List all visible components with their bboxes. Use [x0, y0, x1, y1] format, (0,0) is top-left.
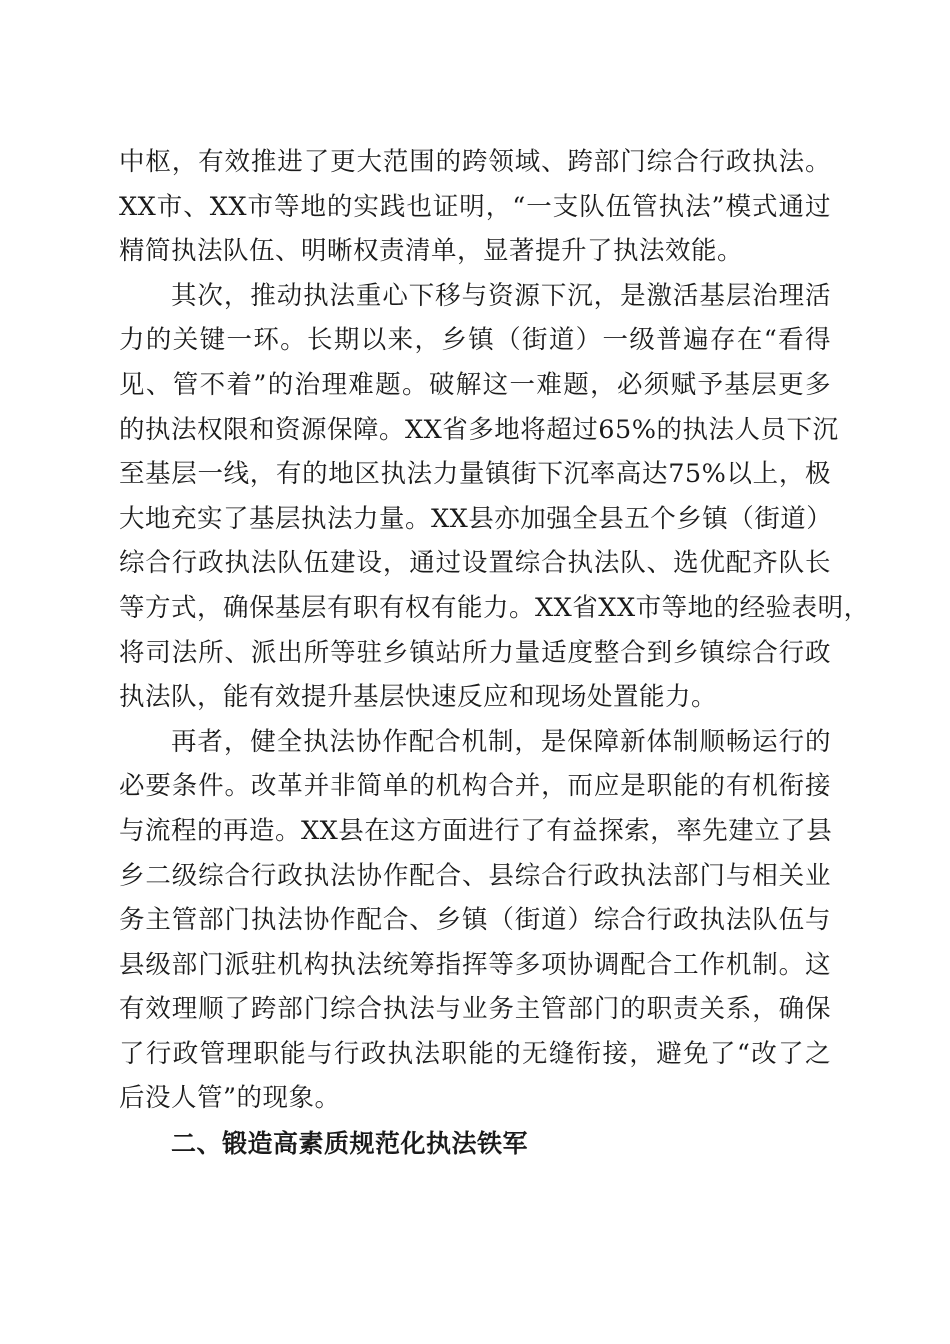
text-line: 大地充实了基层执法力量。XX县亦加强全县五个乡镇（街道）	[119, 503, 833, 534]
text-line: XX市、XX市等地的实践也证明，“一支队伍管执法”模式通过	[119, 191, 831, 222]
text-line: 后没人管”的现象。	[119, 1083, 341, 1114]
text-line: 见、管不着”的治理难题。破解这一难题，必须赋予基层更多	[119, 369, 831, 400]
text-line: 有效理顺了跨部门综合执法与业务主管部门的职责关系，确保	[119, 994, 831, 1025]
text-line: 必要条件。改革并非简单的机构合并，而应是职能的有机衔接	[119, 771, 831, 802]
text-line: 了行政管理职能与行政执法职能的无缝衔接，避免了“改了之	[119, 1038, 831, 1069]
text-line: 将司法所、派出所等驻乡镇站所力量适度整合到乡镇综合行政	[119, 637, 831, 668]
text-line: 力的关键一环。长期以来，乡镇（街道）一级普遍存在“看得	[119, 325, 831, 356]
paragraph-first-line: 再者，健全执法协作配合机制，是保障新体制顺畅运行的	[171, 726, 831, 757]
text-line: 至基层一线，有的地区执法力量镇街下沉率高达75%以上，极	[119, 459, 831, 490]
text-line: 执法队，能有效提升基层快速反应和现场处置能力。	[119, 682, 718, 713]
text-line: 乡二级综合行政执法协作配合、县综合行政执法部门与相关业	[119, 860, 831, 891]
body-text	[119, 140, 870, 1121]
text-line: 务主管部门执法协作配合、乡镇（街道）综合行政执法队伍与	[119, 905, 831, 936]
text-line: 精简执法队伍、明晰权责清单，显著提升了执法效能。	[119, 236, 744, 267]
text-line: 综合行政执法队伍建设，通过设置综合执法队、选优配齐队长	[119, 548, 831, 579]
text-line: 与流程的再造。XX县在这方面进行了有益探索，率先建立了县	[119, 815, 833, 846]
text-line: 中枢，有效推进了更大范围的跨领域、跨部门综合行政执法。	[119, 147, 831, 177]
paragraph-first-line: 其次，推动执法重心下移与资源下沉，是激活基层治理活	[171, 280, 831, 311]
text-line: 县级部门派驻机构执法统筹指挥等多项协调配合工作机制。这	[119, 949, 831, 980]
text-line: 等方式，确保基层有职有权有能力。XX省XX市等地的经验表明，	[119, 592, 870, 623]
section-heading: 二、锻造高素质规范化执法铁军	[171, 1129, 529, 1158]
text-line: 的执法权限和资源保障。XX省多地将超过65%的执法人员下沉	[119, 414, 839, 445]
